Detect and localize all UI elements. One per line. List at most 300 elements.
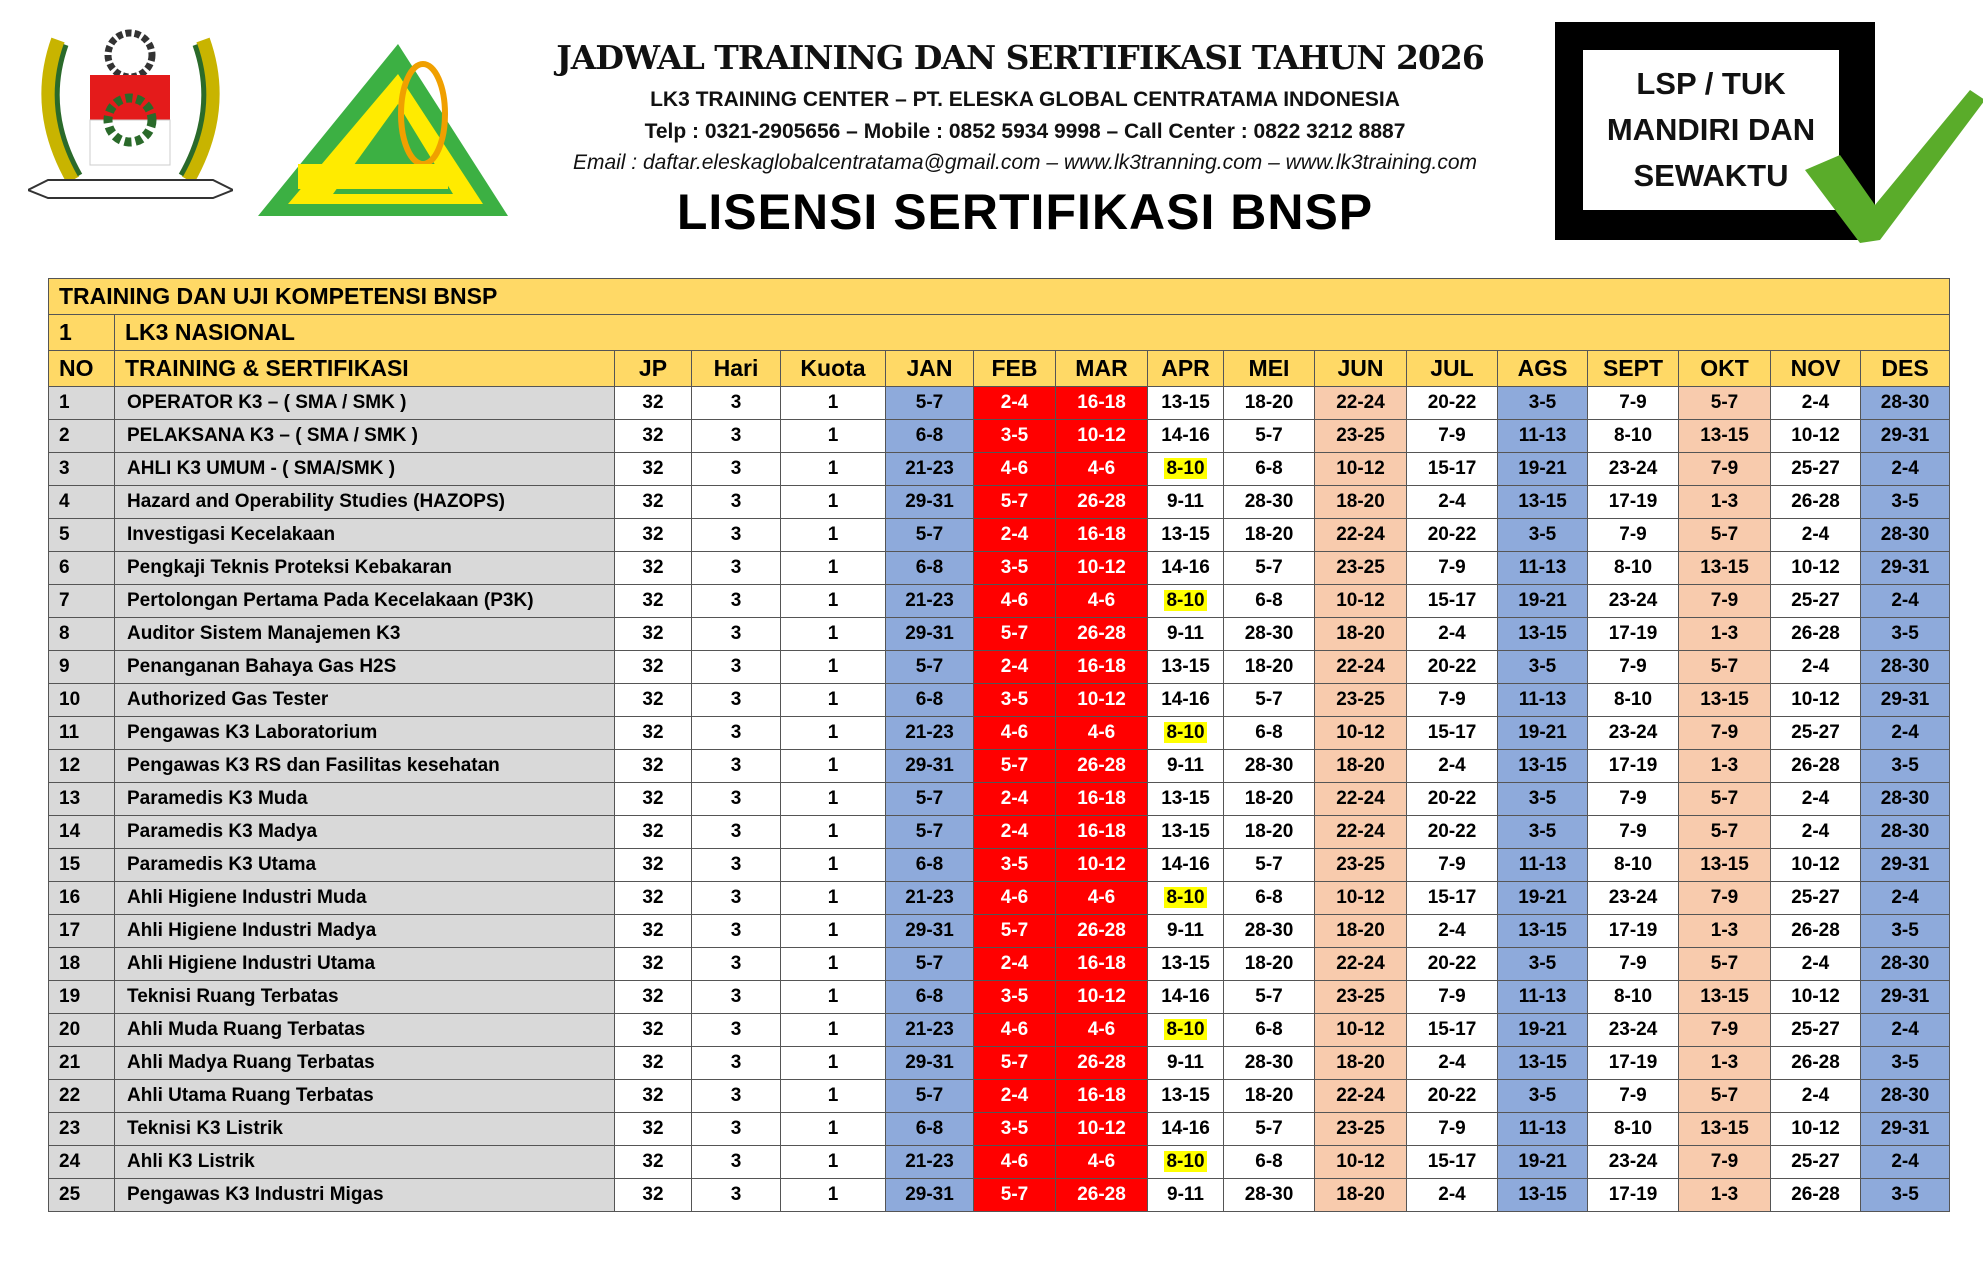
- date-cell-apr: 13-15: [1148, 783, 1224, 816]
- date-cell-feb: 2-4: [974, 783, 1056, 816]
- contact-phone-line: Telp : 0321-2905656 – Mobile : 0852 5934 9998 – Call Center : 0822 3212 8887: [644, 120, 1406, 143]
- row-number: 23: [49, 1113, 115, 1146]
- date-cell-jun: 22-24: [1315, 651, 1407, 684]
- date-cell-mei: 18-20: [1224, 783, 1315, 816]
- date-cell-des: 28-30: [1861, 519, 1950, 552]
- date-cell-ags: 13-15: [1498, 750, 1588, 783]
- highlighted-date: 8-10: [1166, 887, 1205, 908]
- date-cell-feb: 5-7: [974, 618, 1056, 651]
- date-cell-jun: 23-25: [1315, 981, 1407, 1014]
- date-cell-nov: 25-27: [1771, 1146, 1861, 1179]
- date-cell-jul: 15-17: [1407, 1146, 1498, 1179]
- table-row: [49, 1113, 1950, 1146]
- hari-cell: 3: [692, 915, 781, 948]
- date-cell-jan: 6-8: [886, 1113, 974, 1146]
- badge-line: SEWAKTU: [1633, 158, 1789, 193]
- row-number: 24: [49, 1146, 115, 1179]
- badge-line: MANDIRI DAN: [1606, 112, 1816, 147]
- table-row: [49, 1014, 1950, 1047]
- row-number: 12: [49, 750, 115, 783]
- date-cell-ags: 13-15: [1498, 915, 1588, 948]
- date-cell-feb: 3-5: [974, 981, 1056, 1014]
- date-cell-okt: 7-9: [1679, 717, 1771, 750]
- row-number: 4: [49, 486, 115, 519]
- date-cell-sept: 8-10: [1588, 684, 1679, 717]
- date-cell-feb: 2-4: [974, 387, 1056, 420]
- column-header-training-sertifikasi: TRAINING & SERTIFIKASI: [115, 351, 615, 387]
- date-cell-jul: 20-22: [1407, 783, 1498, 816]
- kuota-cell: 1: [781, 882, 886, 915]
- date-cell-des: 3-5: [1861, 750, 1950, 783]
- date-cell-nov: 26-28: [1771, 486, 1861, 519]
- kuota-cell: 1: [781, 486, 886, 519]
- date-cell-apr: 9-11: [1148, 1047, 1224, 1080]
- date-cell-apr: 14-16: [1148, 981, 1224, 1014]
- date-cell-ags: 19-21: [1498, 1146, 1588, 1179]
- column-header-jp: JP: [615, 351, 692, 387]
- date-cell-mar: 4-6: [1056, 717, 1148, 750]
- date-cell-jan: 5-7: [886, 948, 974, 981]
- kuota-cell: 1: [781, 1113, 886, 1146]
- column-header-jul: JUL: [1407, 351, 1498, 387]
- date-cell-jun: 10-12: [1315, 453, 1407, 486]
- kuota-cell: 1: [781, 552, 886, 585]
- table-row: [49, 486, 1950, 519]
- date-cell-feb: 2-4: [974, 1080, 1056, 1113]
- date-cell-feb: 4-6: [974, 1146, 1056, 1179]
- date-cell-mei: 6-8: [1224, 585, 1315, 618]
- date-cell-jan: 5-7: [886, 519, 974, 552]
- date-cell-okt: 7-9: [1679, 882, 1771, 915]
- jp-cell: 32: [615, 651, 692, 684]
- date-cell-apr: 14-16: [1148, 849, 1224, 882]
- date-cell-sept: 17-19: [1588, 486, 1679, 519]
- date-cell-nov: 26-28: [1771, 1179, 1861, 1212]
- date-cell-feb: 5-7: [974, 486, 1056, 519]
- training-name: OPERATOR K3 – ( SMA / SMK ): [115, 387, 615, 420]
- date-cell-des: 29-31: [1861, 684, 1950, 717]
- highlighted-date: 8-10: [1166, 1019, 1205, 1040]
- badge-line: LSP / TUK: [1636, 66, 1786, 101]
- date-cell-jun: 23-25: [1315, 684, 1407, 717]
- date-cell-jan: 6-8: [886, 849, 974, 882]
- date-cell-jun: 22-24: [1315, 783, 1407, 816]
- kuota-cell: 1: [781, 651, 886, 684]
- date-cell-okt: 7-9: [1679, 1014, 1771, 1047]
- group-name: LK3 NASIONAL: [115, 315, 1950, 351]
- date-cell-des: 29-31: [1861, 552, 1950, 585]
- date-cell-mei: 6-8: [1224, 1146, 1315, 1179]
- training-name: Ahli Muda Ruang Terbatas: [115, 1014, 615, 1047]
- date-cell-ags: 19-21: [1498, 1014, 1588, 1047]
- date-cell-des: 29-31: [1861, 849, 1950, 882]
- date-cell-nov: 2-4: [1771, 1080, 1861, 1113]
- date-cell-ags: 11-13: [1498, 420, 1588, 453]
- column-header-hari: Hari: [692, 351, 781, 387]
- training-name: Paramedis K3 Madya: [115, 816, 615, 849]
- date-cell-apr: 9-11: [1148, 618, 1224, 651]
- date-cell-ags: 3-5: [1498, 651, 1588, 684]
- jp-cell: 32: [615, 1080, 692, 1113]
- date-cell-ags: 11-13: [1498, 684, 1588, 717]
- date-cell-sept: 8-10: [1588, 1113, 1679, 1146]
- date-cell-ags: 13-15: [1498, 486, 1588, 519]
- date-cell-okt: 1-3: [1679, 618, 1771, 651]
- date-cell-ags: 3-5: [1498, 783, 1588, 816]
- hari-cell: 3: [692, 1146, 781, 1179]
- training-name: Pengkaji Teknis Proteksi Kebakaran: [115, 552, 615, 585]
- training-name: PELAKSANA K3 – ( SMA / SMK ): [115, 420, 615, 453]
- kuota-cell: 1: [781, 849, 886, 882]
- kuota-cell: 1: [781, 1047, 886, 1080]
- date-cell-nov: 25-27: [1771, 717, 1861, 750]
- kuota-cell: 1: [781, 519, 886, 552]
- hari-cell: 3: [692, 552, 781, 585]
- date-cell-apr: 13-15: [1148, 519, 1224, 552]
- training-name: Pertolongan Pertama Pada Kecelakaan (P3K): [115, 585, 615, 618]
- date-cell-mei: 28-30: [1224, 618, 1315, 651]
- column-header-mei: MEI: [1224, 351, 1315, 387]
- date-cell-jul: 15-17: [1407, 453, 1498, 486]
- date-cell-nov: 26-28: [1771, 915, 1861, 948]
- date-cell-feb: 3-5: [974, 1113, 1056, 1146]
- kuota-cell: 1: [781, 387, 886, 420]
- kuota-cell: 1: [781, 684, 886, 717]
- date-cell-nov: 25-27: [1771, 585, 1861, 618]
- training-name: Penanganan Bahaya Gas H2S: [115, 651, 615, 684]
- jp-cell: 32: [615, 486, 692, 519]
- column-header-jun: JUN: [1315, 351, 1407, 387]
- kuota-cell: 1: [781, 717, 886, 750]
- date-cell-sept: 8-10: [1588, 849, 1679, 882]
- hari-cell: 3: [692, 1113, 781, 1146]
- jp-cell: 32: [615, 717, 692, 750]
- date-cell-apr: 9-11: [1148, 1179, 1224, 1212]
- training-name: Auditor Sistem Manajemen K3: [115, 618, 615, 651]
- date-cell-apr: [1148, 717, 1224, 750]
- column-header-des: DES: [1861, 351, 1950, 387]
- date-cell-jun: 22-24: [1315, 816, 1407, 849]
- date-cell-ags: 19-21: [1498, 585, 1588, 618]
- date-cell-jan: 21-23: [886, 453, 974, 486]
- date-cell-mei: 5-7: [1224, 1113, 1315, 1146]
- date-cell-jun: 18-20: [1315, 618, 1407, 651]
- kuota-cell: 1: [781, 816, 886, 849]
- page-title: JADWAL TRAINING DAN SERTIFIKASI TAHUN 2026: [556, 38, 1484, 77]
- date-cell-jun: 10-12: [1315, 717, 1407, 750]
- date-cell-mar: 26-28: [1056, 1179, 1148, 1212]
- date-cell-jun: 23-25: [1315, 849, 1407, 882]
- jp-cell: 32: [615, 1047, 692, 1080]
- date-cell-des: 2-4: [1861, 717, 1950, 750]
- table-row: [49, 849, 1950, 882]
- hari-cell: 3: [692, 816, 781, 849]
- date-cell-jul: 20-22: [1407, 651, 1498, 684]
- training-name: Paramedis K3 Muda: [115, 783, 615, 816]
- date-cell-mar: 10-12: [1056, 552, 1148, 585]
- date-cell-sept: 23-24: [1588, 453, 1679, 486]
- column-header-apr: APR: [1148, 351, 1224, 387]
- date-cell-feb: 5-7: [974, 915, 1056, 948]
- training-name: Ahli Utama Ruang Terbatas: [115, 1080, 615, 1113]
- date-cell-jun: 10-12: [1315, 1146, 1407, 1179]
- date-cell-ags: 19-21: [1498, 717, 1588, 750]
- date-cell-nov: 26-28: [1771, 1047, 1861, 1080]
- jp-cell: 32: [615, 1113, 692, 1146]
- hari-cell: 3: [692, 420, 781, 453]
- date-cell-jul: 2-4: [1407, 486, 1498, 519]
- table-row: [49, 1179, 1950, 1212]
- training-name: Ahli Madya Ruang Terbatas: [115, 1047, 615, 1080]
- date-cell-jun: 18-20: [1315, 1047, 1407, 1080]
- row-number: 18: [49, 948, 115, 981]
- training-name: Paramedis K3 Utama: [115, 849, 615, 882]
- date-cell-sept: 17-19: [1588, 915, 1679, 948]
- date-cell-des: 28-30: [1861, 1080, 1950, 1113]
- date-cell-apr: [1148, 453, 1224, 486]
- date-cell-okt: 5-7: [1679, 651, 1771, 684]
- date-cell-ags: 3-5: [1498, 1080, 1588, 1113]
- date-cell-jul: 2-4: [1407, 750, 1498, 783]
- column-header-feb: FEB: [974, 351, 1056, 387]
- date-cell-okt: 13-15: [1679, 684, 1771, 717]
- date-cell-jan: 6-8: [886, 420, 974, 453]
- checkmark-icon: [1800, 85, 1983, 250]
- date-cell-des: 3-5: [1861, 1047, 1950, 1080]
- date-cell-jul: 7-9: [1407, 849, 1498, 882]
- kuota-cell: 1: [781, 618, 886, 651]
- date-cell-sept: 7-9: [1588, 651, 1679, 684]
- date-cell-okt: 1-3: [1679, 1047, 1771, 1080]
- jp-cell: 32: [615, 420, 692, 453]
- date-cell-jan: 5-7: [886, 1080, 974, 1113]
- jp-cell: 32: [615, 387, 692, 420]
- date-cell-okt: 1-3: [1679, 915, 1771, 948]
- date-cell-sept: 7-9: [1588, 816, 1679, 849]
- date-cell-nov: 2-4: [1771, 519, 1861, 552]
- date-cell-nov: 26-28: [1771, 618, 1861, 651]
- date-cell-des: 2-4: [1861, 1146, 1950, 1179]
- date-cell-des: 28-30: [1861, 651, 1950, 684]
- kuota-cell: 1: [781, 420, 886, 453]
- date-cell-mar: 4-6: [1056, 882, 1148, 915]
- date-cell-sept: 7-9: [1588, 519, 1679, 552]
- date-cell-mar: 26-28: [1056, 486, 1148, 519]
- date-cell-jan: 6-8: [886, 552, 974, 585]
- column-header-no: NO: [49, 351, 115, 387]
- date-cell-okt: 5-7: [1679, 387, 1771, 420]
- date-cell-jan: 29-31: [886, 915, 974, 948]
- jp-cell: 32: [615, 981, 692, 1014]
- date-cell-okt: 1-3: [1679, 1179, 1771, 1212]
- date-cell-jun: 10-12: [1315, 882, 1407, 915]
- date-cell-ags: 11-13: [1498, 849, 1588, 882]
- training-name: Pengawas K3 Laboratorium: [115, 717, 615, 750]
- date-cell-jul: 15-17: [1407, 882, 1498, 915]
- date-cell-okt: 13-15: [1679, 1113, 1771, 1146]
- date-cell-ags: 3-5: [1498, 387, 1588, 420]
- jp-cell: 32: [615, 1179, 692, 1212]
- hari-cell: 3: [692, 387, 781, 420]
- date-cell-mei: 28-30: [1224, 915, 1315, 948]
- date-cell-jul: 7-9: [1407, 420, 1498, 453]
- date-cell-jul: 20-22: [1407, 816, 1498, 849]
- date-cell-mar: 10-12: [1056, 981, 1148, 1014]
- training-name: Ahli K3 Listrik: [115, 1146, 615, 1179]
- hari-cell: 3: [692, 750, 781, 783]
- training-name: Ahli Higiene Industri Muda: [115, 882, 615, 915]
- hari-cell: 3: [692, 519, 781, 552]
- highlighted-date: 8-10: [1166, 722, 1205, 743]
- jp-cell: 32: [615, 552, 692, 585]
- date-cell-mei: 5-7: [1224, 849, 1315, 882]
- schedule-table: [48, 278, 1950, 1212]
- training-name: Ahli Higiene Industri Utama: [115, 948, 615, 981]
- table-row: [49, 783, 1950, 816]
- table-row: [49, 948, 1950, 981]
- date-cell-jan: 21-23: [886, 1014, 974, 1047]
- date-cell-des: 2-4: [1861, 585, 1950, 618]
- date-cell-sept: 8-10: [1588, 552, 1679, 585]
- date-cell-mar: 16-18: [1056, 387, 1148, 420]
- table-row: [49, 552, 1950, 585]
- date-cell-nov: 10-12: [1771, 1113, 1861, 1146]
- row-number: 7: [49, 585, 115, 618]
- date-cell-okt: 5-7: [1679, 519, 1771, 552]
- date-cell-mei: 18-20: [1224, 519, 1315, 552]
- date-cell-jul: 20-22: [1407, 948, 1498, 981]
- date-cell-jul: 15-17: [1407, 585, 1498, 618]
- kuota-cell: 1: [781, 1179, 886, 1212]
- date-cell-mar: 4-6: [1056, 453, 1148, 486]
- date-cell-ags: 11-13: [1498, 981, 1588, 1014]
- date-cell-des: 3-5: [1861, 618, 1950, 651]
- date-cell-des: 28-30: [1861, 816, 1950, 849]
- date-cell-jan: 29-31: [886, 750, 974, 783]
- hari-cell: 3: [692, 486, 781, 519]
- date-cell-jan: 5-7: [886, 651, 974, 684]
- date-cell-apr: 13-15: [1148, 1080, 1224, 1113]
- date-cell-sept: 17-19: [1588, 1179, 1679, 1212]
- date-cell-nov: 10-12: [1771, 981, 1861, 1014]
- date-cell-apr: 9-11: [1148, 750, 1224, 783]
- date-cell-okt: 7-9: [1679, 585, 1771, 618]
- date-cell-feb: 2-4: [974, 651, 1056, 684]
- hari-cell: 3: [692, 585, 781, 618]
- date-cell-nov: 2-4: [1771, 816, 1861, 849]
- column-header-sept: SEPT: [1588, 351, 1679, 387]
- date-cell-jun: 18-20: [1315, 1179, 1407, 1212]
- table-row: [49, 882, 1950, 915]
- date-cell-des: 3-5: [1861, 1179, 1950, 1212]
- date-cell-apr: 13-15: [1148, 651, 1224, 684]
- row-number: 9: [49, 651, 115, 684]
- date-cell-des: 3-5: [1861, 486, 1950, 519]
- date-cell-sept: 17-19: [1588, 618, 1679, 651]
- group-header-row: [49, 315, 1950, 351]
- date-cell-feb: 5-7: [974, 1179, 1056, 1212]
- date-cell-mei: 28-30: [1224, 486, 1315, 519]
- date-cell-sept: 8-10: [1588, 981, 1679, 1014]
- date-cell-apr: [1148, 882, 1224, 915]
- date-cell-nov: 26-28: [1771, 750, 1861, 783]
- jp-cell: 32: [615, 783, 692, 816]
- jp-cell: 32: [615, 453, 692, 486]
- date-cell-jun: 23-25: [1315, 552, 1407, 585]
- date-cell-ags: 3-5: [1498, 816, 1588, 849]
- table-row: [49, 453, 1950, 486]
- row-number: 13: [49, 783, 115, 816]
- date-cell-jul: 7-9: [1407, 684, 1498, 717]
- date-cell-mar: 10-12: [1056, 849, 1148, 882]
- row-number: 16: [49, 882, 115, 915]
- date-cell-feb: 3-5: [974, 552, 1056, 585]
- date-cell-sept: 7-9: [1588, 783, 1679, 816]
- date-cell-mei: 18-20: [1224, 387, 1315, 420]
- date-cell-feb: 2-4: [974, 948, 1056, 981]
- hari-cell: 3: [692, 1047, 781, 1080]
- date-cell-feb: 3-5: [974, 420, 1056, 453]
- date-cell-des: 29-31: [1861, 981, 1950, 1014]
- date-cell-okt: 5-7: [1679, 816, 1771, 849]
- table-row: [49, 684, 1950, 717]
- hari-cell: 3: [692, 1080, 781, 1113]
- date-cell-okt: 7-9: [1679, 453, 1771, 486]
- date-cell-nov: 2-4: [1771, 783, 1861, 816]
- date-cell-mar: 10-12: [1056, 420, 1148, 453]
- date-cell-mei: 28-30: [1224, 1047, 1315, 1080]
- kuota-cell: 1: [781, 1014, 886, 1047]
- date-cell-des: 2-4: [1861, 882, 1950, 915]
- row-number: 11: [49, 717, 115, 750]
- date-cell-jun: 18-20: [1315, 750, 1407, 783]
- date-cell-jul: 15-17: [1407, 1014, 1498, 1047]
- date-cell-mar: 16-18: [1056, 783, 1148, 816]
- table-row: [49, 618, 1950, 651]
- date-cell-mei: 18-20: [1224, 651, 1315, 684]
- date-cell-jan: 21-23: [886, 717, 974, 750]
- kuota-cell: 1: [781, 1080, 886, 1113]
- jp-cell: 32: [615, 684, 692, 717]
- training-name: Investigasi Kecelakaan: [115, 519, 615, 552]
- date-cell-ags: 3-5: [1498, 948, 1588, 981]
- jp-cell: 32: [615, 1014, 692, 1047]
- jp-cell: 32: [615, 1146, 692, 1179]
- date-cell-mei: 28-30: [1224, 750, 1315, 783]
- date-cell-mar: 26-28: [1056, 618, 1148, 651]
- date-cell-jan: 29-31: [886, 486, 974, 519]
- date-cell-jul: 15-17: [1407, 717, 1498, 750]
- row-number: 3: [49, 453, 115, 486]
- hari-cell: 3: [692, 981, 781, 1014]
- hari-cell: 3: [692, 783, 781, 816]
- date-cell-nov: 2-4: [1771, 387, 1861, 420]
- date-cell-mar: 4-6: [1056, 1146, 1148, 1179]
- table-row: [49, 1047, 1950, 1080]
- date-cell-jul: 2-4: [1407, 618, 1498, 651]
- date-cell-jan: 29-31: [886, 618, 974, 651]
- date-cell-mei: 18-20: [1224, 948, 1315, 981]
- date-cell-feb: 3-5: [974, 849, 1056, 882]
- kuota-cell: 1: [781, 915, 886, 948]
- jp-cell: 32: [615, 915, 692, 948]
- date-cell-jun: 18-20: [1315, 915, 1407, 948]
- date-cell-sept: 17-19: [1588, 1047, 1679, 1080]
- table-row: [49, 519, 1950, 552]
- date-cell-mar: 16-18: [1056, 1080, 1148, 1113]
- table-row: [49, 1146, 1950, 1179]
- date-cell-sept: 7-9: [1588, 1080, 1679, 1113]
